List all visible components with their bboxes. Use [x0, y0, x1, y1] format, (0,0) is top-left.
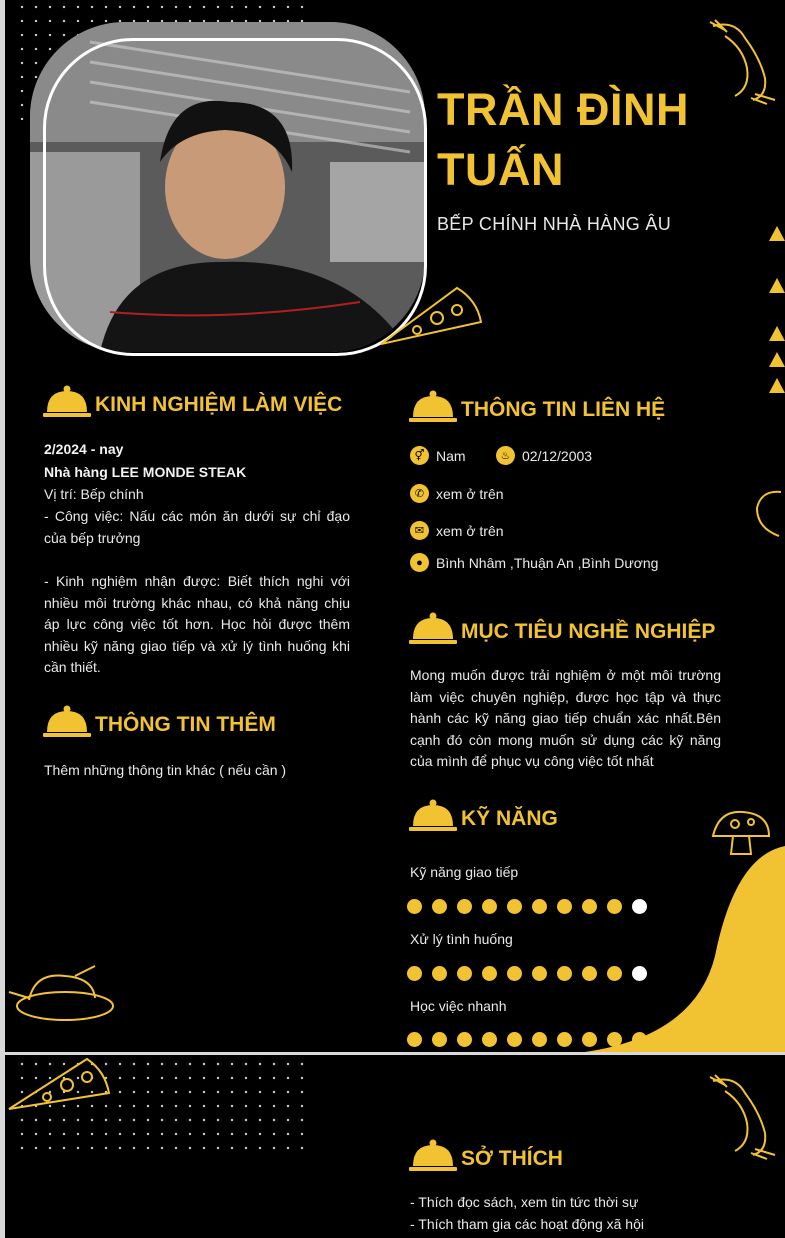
- skill-label: Học việc nhanh: [410, 998, 507, 1014]
- skill-dot: [432, 1032, 447, 1047]
- skill-dot: [432, 966, 447, 981]
- skill-dot: [432, 899, 447, 914]
- pepper-icon: [753, 488, 785, 540]
- skill-dot: [557, 899, 572, 914]
- contact-address: ● Bình Nhâm ,Thuận An ,Bình Dương: [410, 553, 658, 572]
- skill-dot: [532, 899, 547, 914]
- skill-rating: [407, 899, 647, 914]
- mail-icon: ✉: [410, 521, 429, 540]
- experience-gained: - Kinh nghiệm nhận được: Biết thích nghi với nhiều môi trường khác nhau, có khả năng chịu áp lực công việc tốt hơn. Học hỏi được thêm nhiều kỹ năng giao tiếp và xử lý tình huống khi cần thiết.: [44, 573, 350, 675]
- skill-dot: [507, 1032, 522, 1047]
- cv-page-2: [5, 1055, 785, 1238]
- skill-dot: [482, 899, 497, 914]
- yellow-wave-shape: [585, 846, 785, 1052]
- location-icon: ●: [410, 553, 429, 572]
- photo-outline: [43, 38, 427, 356]
- hobby-item: - Thích tham gia các hoạt động xã hội: [410, 1216, 644, 1232]
- triangle-decoration: [769, 226, 785, 241]
- cloche-icon: [409, 389, 457, 423]
- skill-dot: [607, 1032, 622, 1047]
- shrimp-icon: [705, 18, 783, 106]
- hobbies-heading: SỞ THÍCH: [409, 1138, 563, 1172]
- skill-dot: [507, 966, 522, 981]
- skill-dot: [582, 966, 597, 981]
- skill-dot: [532, 966, 547, 981]
- skill-dot: [607, 966, 622, 981]
- objective-text: Mong muốn được trải nghiệm ở một môi trường làm việc chuyên nghiệp, được học tập và thực hành các kỹ năng giao tiếp chuẩn xác nhất.Bên cạnh đó còn mong muốn sử dụng các kỹ năng của mình để phục vụ công việc tốt nhất: [410, 667, 721, 769]
- skill-dot: [582, 1032, 597, 1047]
- skills-heading: KỸ NĂNG: [409, 798, 558, 832]
- roast-chicken-icon: [5, 962, 117, 1024]
- skill-dot: [457, 1032, 472, 1047]
- cloche-icon: [43, 384, 91, 418]
- cloche-icon: [43, 704, 91, 738]
- mushroom-icon: [709, 808, 773, 856]
- skill-dot: [482, 1032, 497, 1047]
- experience-heading: KINH NGHIỆM LÀM VIỆC: [43, 384, 342, 418]
- contact-heading: THÔNG TIN LIÊN HỆ: [409, 389, 665, 423]
- skill-dot: [407, 899, 422, 914]
- skill-label: Kỹ năng giao tiếp: [410, 864, 519, 880]
- gender-icon: ⚥: [410, 446, 429, 465]
- objective-heading: MỤC TIÊU NGHỀ NGHIỆP: [409, 611, 715, 645]
- skill-rating: [407, 966, 647, 981]
- contact-birthday: ♨ 02/12/2003: [496, 446, 592, 465]
- skill-dot: [632, 966, 647, 981]
- experience-company: Nhà hàng LEE MONDE STEAK: [44, 464, 247, 480]
- shrimp-icon: [705, 1073, 783, 1161]
- skill-rating: [407, 1032, 647, 1047]
- skill-dot: [482, 966, 497, 981]
- triangle-decoration: [769, 352, 785, 367]
- cake-icon: ♨: [496, 446, 515, 465]
- contact-phone: ✆ xem ở trên: [410, 484, 504, 503]
- candidate-title: BẾP CHÍNH NHÀ HÀNG ÂU: [437, 214, 672, 234]
- hobby-item: - Thích đọc sách, xem tin tức thời sự: [410, 1194, 639, 1210]
- cv-page-1: [5, 0, 785, 1052]
- skill-dot: [582, 899, 597, 914]
- cloche-icon: [409, 611, 457, 645]
- phone-icon: ✆: [410, 484, 429, 503]
- pizza-slice-icon: [377, 282, 487, 348]
- skill-dot: [557, 1032, 572, 1047]
- skill-dot: [507, 899, 522, 914]
- skill-dot: [557, 966, 572, 981]
- contact-gender: ⚥ Nam: [410, 446, 466, 465]
- experience-duty: - Công việc: Nấu các món ăn dưới sự chỉ đạo của bếp trưởng: [44, 508, 350, 546]
- experience-period: 2/2024 - nay: [44, 441, 124, 457]
- triangle-decoration: [769, 278, 785, 293]
- extra-info-heading: THÔNG TIN THÊM: [43, 704, 276, 738]
- cloche-icon: [409, 798, 457, 832]
- skill-dot: [632, 1032, 647, 1047]
- candidate-name: TRẦN ĐÌNH TUẤN: [437, 84, 689, 195]
- skill-dot: [457, 966, 472, 981]
- experience-position: Vị trí: Bếp chính: [44, 486, 144, 502]
- skill-dot: [532, 1032, 547, 1047]
- triangle-decoration: [769, 378, 785, 393]
- cloche-icon: [409, 1138, 457, 1172]
- pizza-slice-icon: [5, 1055, 115, 1113]
- skill-dot: [607, 899, 622, 914]
- triangle-decoration: [769, 326, 785, 341]
- extra-info-text: Thêm những thông tin khác ( nếu cần ): [44, 762, 287, 778]
- skill-dot: [632, 899, 647, 914]
- contact-email: ✉ xem ở trên: [410, 521, 504, 540]
- skill-dot: [457, 899, 472, 914]
- skill-dot: [407, 966, 422, 981]
- skill-dot: [407, 1032, 422, 1047]
- skill-label: Xử lý tình huống: [410, 931, 513, 947]
